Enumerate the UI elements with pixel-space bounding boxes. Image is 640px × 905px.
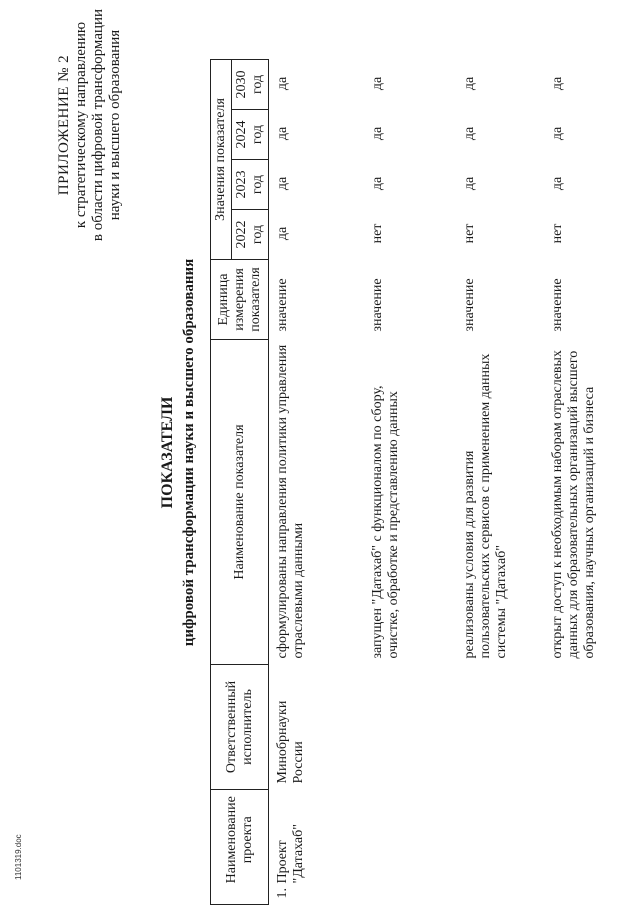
value-2024: да <box>549 126 565 141</box>
header-year-2024: 2024 год <box>232 110 269 160</box>
value-2030: да <box>549 76 565 91</box>
indicator-unit: значение <box>549 278 565 332</box>
indicator-name: запущен "Датахаб" с функционалом по сбору, очистке, обработке и представлению данных <box>369 385 401 659</box>
header-number <box>211 890 269 905</box>
appendix-line: в области цифровой трансформации <box>90 8 106 242</box>
value-2023: да <box>275 176 290 191</box>
indicator-name: открыт доступ к необходимым наборам отраслевых данных для образовательных организаций высшего образования, научных организаций и бизнеса <box>549 350 597 659</box>
appendix-title: ПРИЛОЖЕНИЕ № 2 <box>56 54 72 196</box>
header-year-2023: 2023 год <box>232 160 269 210</box>
value-2030: да <box>369 76 385 91</box>
appendix-header <box>56 5 124 245</box>
value-2022: нет <box>549 223 565 244</box>
value-2024: да <box>461 126 477 141</box>
header-unit: Единица измерения показателя <box>211 260 269 340</box>
header-executor: Ответственный исполнитель <box>211 665 269 790</box>
indicator-unit: значение <box>461 278 477 332</box>
indicator-name: сформулированы направления политики управления отраслевыми данными <box>275 344 306 659</box>
table-row <box>269 59 364 904</box>
value-2030: да <box>461 76 477 91</box>
document-title: ПОКАЗАТЕЛИ <box>159 396 176 509</box>
header-year-2022: 2022 год <box>232 210 269 260</box>
value-2022: да <box>275 226 290 241</box>
header-values-group: Значения показателя <box>211 59 232 259</box>
header-indicator: Наименование показателя <box>211 340 269 665</box>
value-2024: да <box>369 126 385 141</box>
value-2024: да <box>275 126 290 141</box>
indicator-name: реализованы условия для развития пользовательских сервисов с применением данных системы "Датахаб" <box>461 353 509 659</box>
document-subtitle: цифровой трансформации науки и высшего образования <box>181 258 197 647</box>
document-code: 1101319.doc <box>14 834 23 880</box>
value-2030: да <box>275 76 290 91</box>
appendix-line: науки и высшего образования <box>107 29 123 221</box>
project-executor: Минобрнауки России <box>275 700 306 784</box>
indicator-unit: значение <box>369 278 385 332</box>
project-name: Проект "Датахаб" <box>275 824 306 884</box>
header-project: Наименование проекта <box>211 790 269 890</box>
appendix-line: к стратегическому направлению <box>73 21 89 229</box>
value-2022: нет <box>461 223 477 244</box>
value-2023: да <box>549 176 565 191</box>
value-2023: да <box>461 176 477 191</box>
indicators-table <box>210 59 639 905</box>
header-year-2030: 2030 год <box>232 59 269 109</box>
value-2023: да <box>369 176 385 191</box>
project-number: 1. <box>275 888 290 899</box>
indicator-unit: значение <box>275 278 290 332</box>
value-2022: нет <box>369 223 385 244</box>
